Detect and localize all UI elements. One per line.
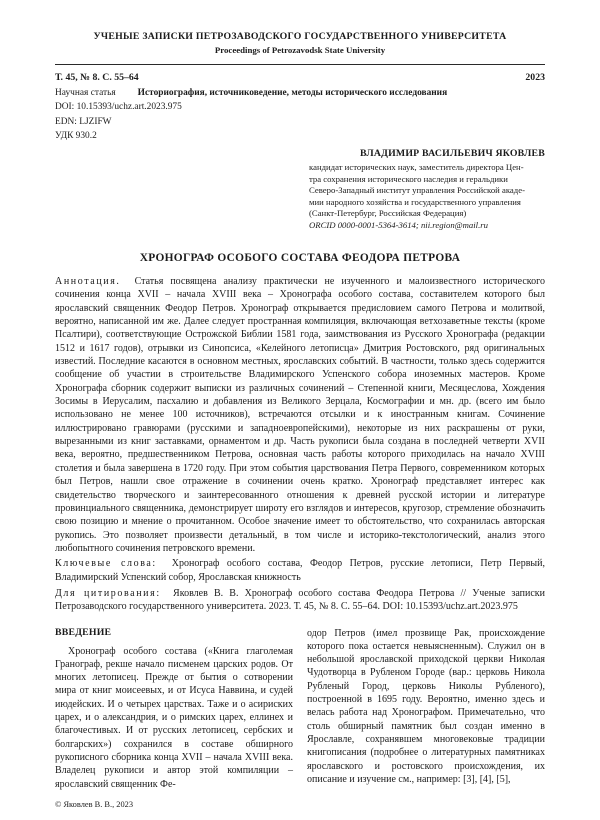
right-column	[307, 627, 545, 809]
left-column-text: Хронограф особого состава («Книга глаголемая Гранограф, рекше начало писменем царских родов. От многих летописец. Прежде от бытия о сотворении мира от книг моисеевых, и от Исуса Наввина, и судей июдейских. И о четырех царствах. Таже и о асириских царех, и о александрия, и о римских царех, еллинех и благочестивых. И от русских летописец, сербских и болгарских») сохранился в составе обширного рукописного сборника конца XVII – начала XVIII века. Владелец рукописи и автор этой компиляции – ярославский священник Фе-	[55, 645, 293, 790]
abstract-paragraph	[55, 275, 545, 555]
author-affiliation	[309, 162, 545, 220]
citation-text: Яковлев В. В. Хронограф особого состава Феодора Петрова // Ученые записки Петрозаводского государственного университета. 2023. Т. 45, № 8. С. 55–64. DOI: 10.15393/uchz.art.2023.975	[55, 587, 546, 613]
affiliation-line: тра сохранения исторического наследия и геральдики	[309, 173, 508, 184]
volume-pages: Т. 45, № 8. С. 55–64	[55, 72, 139, 83]
journal-title-english: Proceedings of Petrozavodsk State University	[214, 45, 386, 55]
journal-section-title: Историография, источниковедение, методы исторического исследования	[137, 87, 448, 98]
author-block	[55, 148, 545, 231]
introduction-heading: ВВЕДЕНИЕ	[55, 626, 112, 638]
author-name: ВЛАДИМИР ВАСИЛЬЕВИЧ ЯКОВЛЕВ	[360, 148, 545, 159]
two-column-body	[55, 627, 545, 809]
journal-title-russian: УЧЕНЫЕ ЗАПИСКИ ПЕТРОЗАВОДСКОГО ГОСУДАРСТВЕННОГО УНИВЕРСИТЕТА	[93, 31, 507, 42]
affiliation-line: мии народного хозяйства и государственного управления	[309, 196, 521, 207]
affiliation-line: кандидат исторических наук, заместитель директора Цен-	[309, 162, 524, 172]
keywords-paragraph	[55, 557, 545, 584]
citation-label: Для цитирования:	[55, 587, 161, 599]
right-column-text: одор Петров (имел прозвище Рак, происхождение которого пока остается невыясненным). Служил он в небольшой ярославской приходской церкви Николая Чудотворца в Рубленом Городе (вар.: церковь Никола Рубленый Город, церковь Николы Рубленого), построенной в 1695 году. Вероятно, именно здесь и велась работа над Хронографом. Примечательно, что столь обширный памятник был создан именно в Ярославле, сохранявшем многовековые традиции книгописания (подробнее о литературных памятниках ярославского и ростовского происхождения, их описание и изучение см., например: [3], [4], [5],	[307, 627, 545, 785]
copyright-notice: © Яковлев В. В., 2023	[55, 799, 134, 809]
udc-line: УДК 930.2	[55, 131, 97, 141]
keywords-text: Хронограф особого состава, Феодор Петров, русские летописи, Петр Первый, Владимирский Успенский собор, Ярославская книжность	[55, 558, 546, 583]
header-divider	[55, 64, 545, 65]
affiliation-line: (Санкт-Петербург, Российская Федерация)	[309, 208, 467, 218]
left-column	[55, 627, 293, 809]
abstract-text: Статья посвящена анализу практически не изученного и малоизвестного исторического сочинения конца XVII – начала XVIII века – Хронографа особого состава, составителем которого был ярославский священник Феодор Петров. Хронограф открывается предисловием самого Петрова и молитвой, вероятно, написанной им же. Далее следует пространная компиляция, включающая ветхозаветные тексты (кроме Псалтири), соответствующие Острожской Библии 1581 года, заимствования из Русского Хронографа (редакции 1512 и 1617 годов), отрывки из Синопсиса, «Келейного летописца» Дмитрия Ростовского, ряд оригинальных известий. Последние касаются в основном местных, ярославских событий. В частности, только здесь содержится сообщение об участии в строительстве Владимирского Успенского собора иноземных мастеров. Кроме Хронографа сборник содержит выписки из различных сочинений – Степенной книги, Месяцеслова, Хождения Зосимы в Иерусалим, пасхалию и добавления из Великого Зерцала, Космографии и мн. др. (всего им было использовано не менее 100 источников), встречаются отсылки и к иностранным книгам. Сочинение иллюстрировано гравюрами (русскими и западноевропейскими), некоторые из них раскрашены от руки, вырезанными из книг заставками, орнаментом и др. Часть рукописи была создана в последней четверти XVII века, вероятно, предшественником Петрова, основная часть работы которого приходилась на начало XVIII столетия и была завершена в 1720 году. При этом события царствования Петра Первого, современником которых был Петров, нашли свое отражение в сочинении очень кратко. Хронограф представляет интерес как свидетельство творческого и заинтересованного отношения к древней русской истории и литературе провинциального священника, демонстрирует широту его взглядов и интересов, кругозор, стремление обозначить свою позицию и мнение о прочитанном. Особое значение имеет то обстоятельство, что сохранилась авторская рукопись. Это позволяет произвести детальный, в том числе и историко-текстологический, анализ этого любопытного сочинения петровского времени.	[55, 276, 545, 554]
citation-paragraph	[55, 587, 545, 614]
keywords-label: Ключевые слова:	[55, 558, 157, 570]
publication-year: 2023	[525, 72, 545, 83]
orcid-email-line: ORCID 0000-0001-5364-3614; nii.region@mail.ru	[309, 219, 488, 230]
edn-line: EDN: LJZIFW	[55, 116, 112, 127]
affiliation-line: Северо-Западный институт управления Российской акаде-	[309, 185, 525, 195]
article-type-label: Научная статья	[55, 87, 116, 98]
doi-line: DOI: 10.15393/uchz.art.2023.975	[55, 102, 182, 112]
abstract-label: Аннотация.	[55, 276, 121, 287]
article-title: ХРОНОГРАФ ОСОБОГО СОСТАВА ФЕОДОРА ПЕТРОВА	[139, 252, 461, 264]
article-type-row	[55, 88, 545, 98]
volume-year-row	[55, 72, 545, 83]
